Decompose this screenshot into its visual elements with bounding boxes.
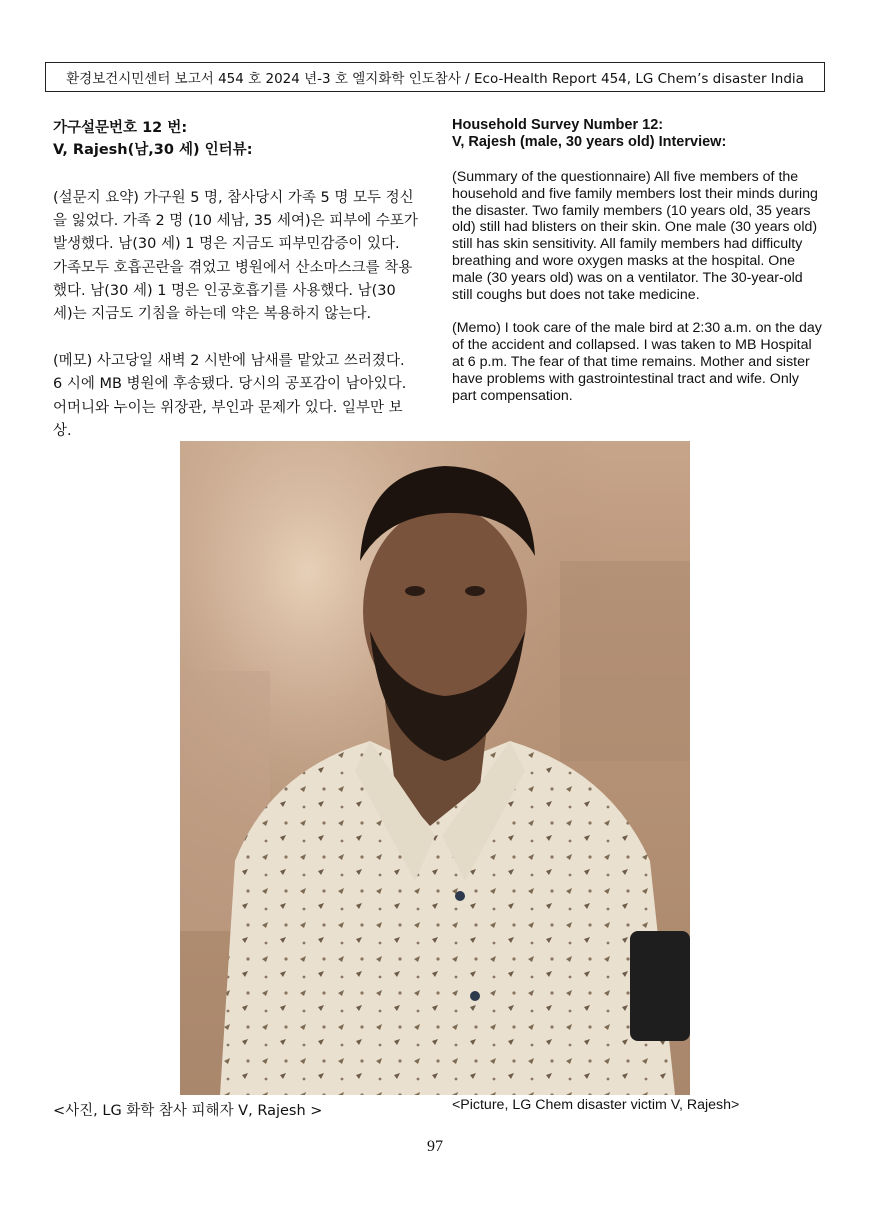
korean-title-line2: V, Rajesh(남,30 세) 인터뷰: bbox=[53, 142, 253, 158]
english-memo: (Memo) I took care of the male bird at 2:30 a.m. on the day of the accident and collapsed. I was taken to MB Hospital at 6 p.m. The fear of that time remains. Mother and sister have problems with gastrointestinal tract and wife. Only part compensation. bbox=[452, 320, 822, 404]
korean-summary: (설문지 요약) 가구원 5 명, 참사당시 가족 5 명 모두 정신을 잃었다. 가족 2 명 (10 세남, 35 세여)은 피부에 수포가 발생했다. 남(30 세) 1 명은 지금도 피부민감증이 있다. 가족모두 호흡곤란을 겪었고 병원에서 산소마스크를 착용했다. 남(30 세) 1 명은 인공호흡기를 사용했다. 남(30 세)는 지금도 기침을 하는데 약은 복용하지 않는다. bbox=[53, 190, 418, 323]
korean-column bbox=[53, 117, 418, 443]
english-photo-caption: <Picture, LG Chem disaster victim V, Rajesh> bbox=[452, 1097, 740, 1113]
report-header bbox=[45, 62, 825, 92]
korean-memo: (메모) 사고당일 새벽 2 시반에 남새를 맡았고 쓰러졌다. 6 시에 MB 병원에 후송됐다. 당시의 공포감이 남아있다. 어머니와 누이는 위장관, 부인과 문제가 있다. 일부만 보상. bbox=[53, 353, 407, 439]
english-summary: (Summary of the questionnaire) All five members of the household and five family members lost their minds during the disaster. Two family members (10 years old, 35 years old) still had blisters on their skin. One male (30 years old) still has skin sensitivity. All family members had difficulty breathing and wore oxygen masks at the hospital. One male (30 years old) was on a ventilator. The 30-year-old still coughs but does not take medicine. bbox=[452, 169, 818, 303]
victim-portrait-photo bbox=[180, 441, 690, 1095]
korean-title-line1: 가구설문번호 12 번: bbox=[53, 120, 188, 136]
korean-photo-caption: <사진, LG 화학 참사 피해자 V, Rajesh > bbox=[53, 1103, 323, 1119]
report-header-text: 환경보건시민센터 보고서 454 호 2024 년-3 호 엘지화학 인도참사 / Eco-Health Report 454, LG Chem’s disaster India bbox=[66, 71, 804, 87]
english-column bbox=[452, 117, 827, 404]
page-number: 97 bbox=[427, 1138, 443, 1155]
english-title-line2: V, Rajesh (male, 30 years old) Interview: bbox=[452, 134, 727, 150]
english-title-line1: Household Survey Number 12: bbox=[452, 117, 664, 133]
